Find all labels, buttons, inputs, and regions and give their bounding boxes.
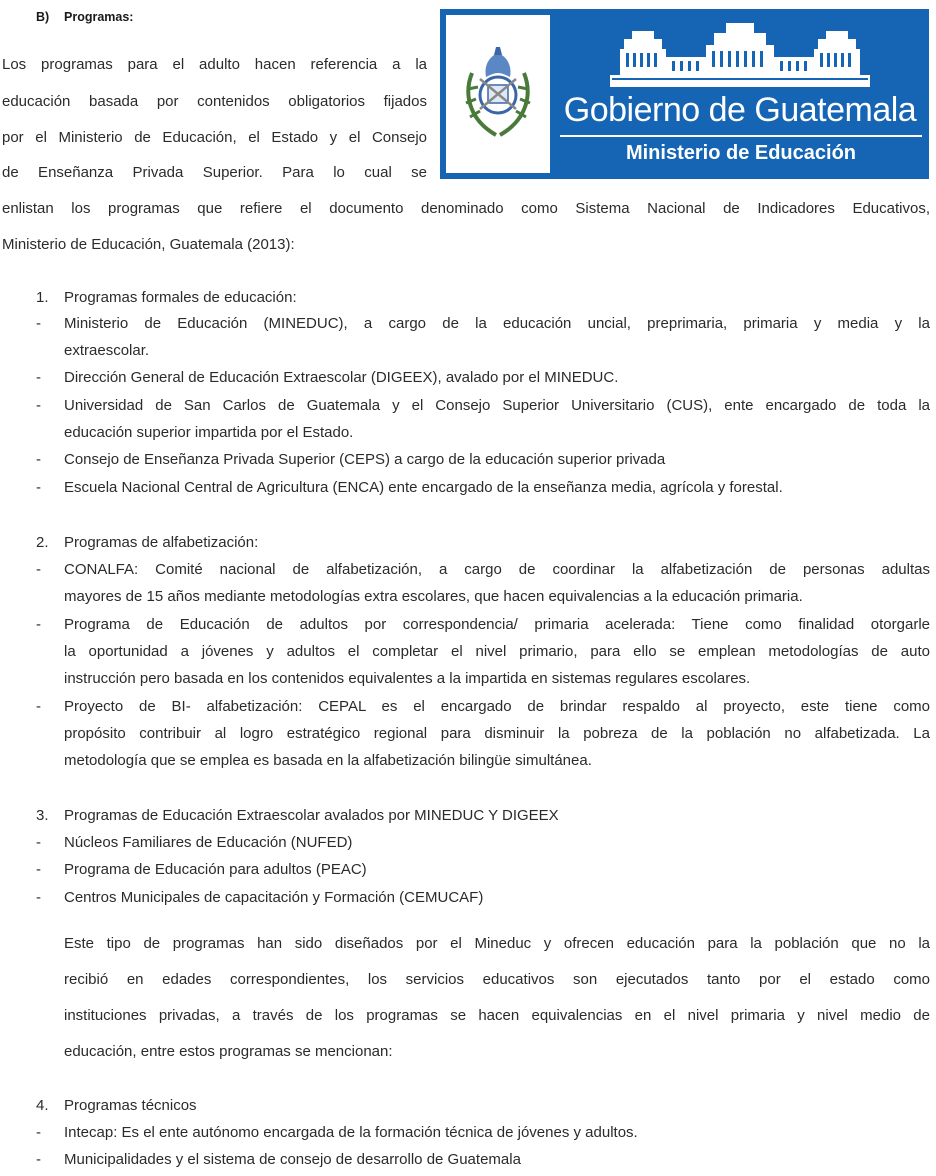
bullet-line: extraescolar. bbox=[64, 342, 150, 359]
bullet-dash: - bbox=[36, 1151, 41, 1168]
bullet-line: Municipalidades y el sistema de consejo de desarrollo de Guatemala bbox=[64, 1151, 521, 1168]
bullet-dash: - bbox=[36, 861, 41, 878]
bullet-line: Universidad de San Carlos de Guatemala y el Consejo Superior Universitario (CUS), ente encargado de toda la bbox=[64, 397, 930, 414]
intro-line: de Enseñanza Privada Superior. Para lo cual se bbox=[2, 164, 427, 181]
bullet-dash: - bbox=[36, 369, 41, 386]
list-title: Programas formales de educación: bbox=[64, 289, 297, 306]
list-number: 2. bbox=[36, 534, 49, 551]
heading-label: B) bbox=[36, 10, 50, 24]
bullet-line: Programa de Educación de adultos por correspondencia/ primaria acelerada: Tiene como finalidad otorgarle bbox=[64, 616, 930, 633]
paragraph-line: recibió en edades correspondientes, los servicios educativos son ejecutados tanto por el estado como bbox=[64, 971, 930, 988]
banner-subtitle: Ministerio de Educación bbox=[625, 142, 857, 164]
bullet-dash: - bbox=[36, 561, 41, 578]
bullet-line: Programa de Educación para adultos (PEAC) bbox=[64, 861, 367, 878]
intro-line: Los programas para el adulto hacen referencia a la bbox=[2, 56, 427, 73]
list-number: 4. bbox=[36, 1097, 49, 1114]
bullet-line: Centros Municipales de capacitación y Formación (CEMUCAF) bbox=[64, 889, 484, 906]
bullet-line: Núcleos Familiares de Educación (NUFED) bbox=[64, 834, 353, 851]
bullet-dash: - bbox=[36, 698, 41, 715]
emblem-panel bbox=[446, 15, 550, 173]
list-title: Programas técnicos bbox=[64, 1097, 197, 1114]
intro-line: educación basada por contenidos obligatorios fijados bbox=[2, 93, 427, 110]
bullet-dash: - bbox=[36, 479, 41, 496]
bullet-dash: - bbox=[36, 889, 41, 906]
bullet-dash: - bbox=[36, 1124, 41, 1141]
national-palace-icon bbox=[610, 21, 870, 87]
bullet-dash: - bbox=[36, 834, 41, 851]
bullet-line: Consejo de Enseñanza Privada Superior (CEPS) a cargo de la educación superior privada bbox=[64, 451, 666, 468]
bullet-line: Intecap: Es el ente autónomo encargada de la formación técnica de jóvenes y adultos. bbox=[64, 1124, 638, 1141]
bullet-line: metodología que se emplea es basada en la alfabetización bilingüe simultánea. bbox=[64, 752, 592, 769]
bullet-dash: - bbox=[36, 451, 41, 468]
list-number: 3. bbox=[36, 807, 49, 824]
bullet-line: instrucción pero basada en los contenidos equivalentes a la impartida en sistemas regulares escolares. bbox=[64, 670, 751, 687]
bullet-line: Proyecto de BI- alfabetización: CEPAL es el encargado de brindar respaldo al proyecto, este tiene como bbox=[64, 698, 930, 715]
bullet-line: propósito contribuir al logro estratégico regional para disminuir la pobreza de la población no alfabetizada. La bbox=[64, 725, 930, 742]
bullet-line: educación superior impartida por el Estado. bbox=[64, 424, 354, 441]
paragraph-line: educación, entre estos programas se mencionan: bbox=[64, 1043, 393, 1060]
bullet-line: Escuela Nacional Central de Agricultura (ENCA) ente encargado de la enseñanza media, agrícola y forestal. bbox=[64, 479, 783, 496]
section-heading bbox=[36, 10, 133, 24]
banner-title: Gobierno de Guatemala bbox=[563, 91, 917, 129]
intro-line: Ministerio de Educación, Guatemala (2013): bbox=[2, 236, 295, 253]
paragraph-line: Este tipo de programas han sido diseñados por el Mineduc y ofrecen educación para la población que no la bbox=[64, 935, 930, 952]
bullet-line: Ministerio de Educación (MINEDUC), a cargo de la educación uncial, preprimaria, primaria y media y la bbox=[64, 315, 930, 332]
list-title: Programas de alfabetización: bbox=[64, 534, 259, 551]
bullet-dash: - bbox=[36, 315, 41, 332]
ministry-banner bbox=[440, 9, 929, 179]
bullet-line: CONALFA: Comité nacional de alfabetización, a cargo de coordinar la alfabetización de personas adultas bbox=[64, 561, 930, 578]
heading-title: Programas: bbox=[64, 10, 134, 24]
intro-line: enlistan los programas que refiere el documento denominado como Sistema Nacional de Indicadores Educativos, bbox=[2, 200, 930, 217]
intro-line: por el Ministerio de Educación, el Estado y el Consejo bbox=[2, 129, 427, 146]
bullet-line: Dirección General de Educación Extraescolar (DIGEEX), avalado por el MINEDUC. bbox=[64, 369, 619, 386]
bullet-dash: - bbox=[36, 397, 41, 414]
bullet-dash: - bbox=[36, 616, 41, 633]
coat-of-arms-icon bbox=[458, 43, 538, 143]
list-title: Programas de Educación Extraescolar avalados por MINEDUC Y DIGEEX bbox=[64, 807, 559, 824]
bullet-line: la oportunidad a jóvenes y adultos el completar el nivel primario, para ello se emplean metodologías de auto bbox=[64, 643, 930, 660]
paragraph-line: instituciones privadas, a través de los programas se hacen equivalencias en el nivel primaria y nivel medio de bbox=[64, 1007, 930, 1024]
bullet-line: mayores de 15 años mediante metodologías extra escolares, que hacen equivalencias a la educación primaria. bbox=[64, 588, 803, 605]
banner-divider bbox=[560, 135, 922, 137]
list-number: 1. bbox=[36, 289, 49, 306]
